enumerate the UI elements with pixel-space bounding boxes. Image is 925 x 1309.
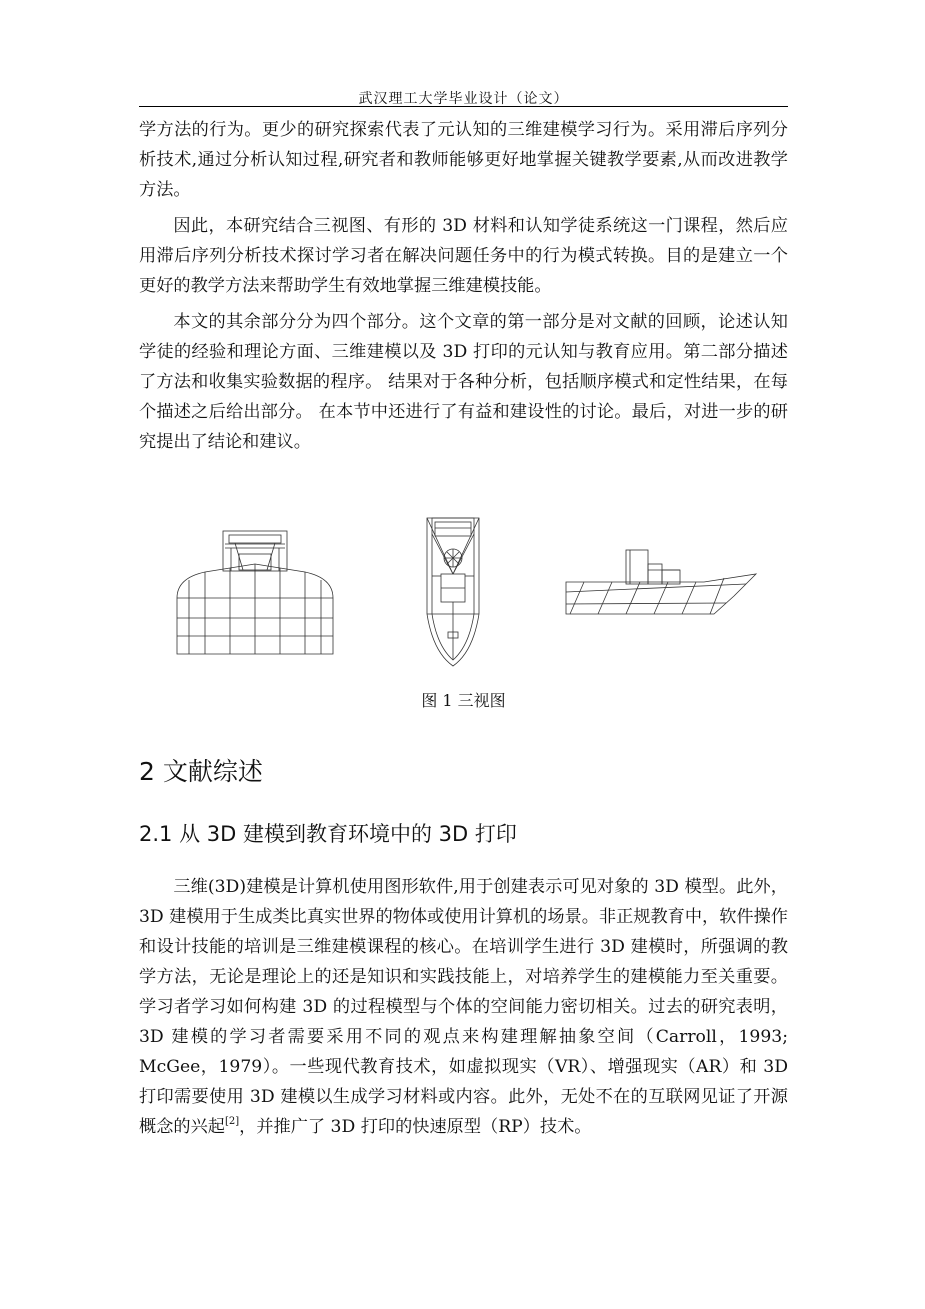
paragraph-3: 本文的其余部分分为四个部分。这个文章的第一部分是对文献的回顾，论述认知学徒的经验和理论方面、三维建模以及 3D 打印的元认知与教育应用。第二部分描述了方法和收集实验数据的程序。 结果对于各种分析，包括顺序模式和定性结果，在每个描述之后给出部分。 在本节中还进行了有益和建设性的讨论。最后，对进一步的研究提出了结论和建议。 — [139, 312, 788, 452]
header-rule — [139, 106, 788, 107]
figure-caption: 图 1 三视图 — [421, 691, 506, 710]
boat-side-view — [564, 548, 759, 618]
three-view-figure — [139, 510, 788, 670]
subsection-heading: 2.1 从 3D 建模到教育环境中的 3D 打印 — [139, 822, 517, 846]
boat-front-view — [175, 530, 335, 655]
page-header: 武汉理工大学毕业设计（论文） — [358, 91, 569, 107]
paragraph-1: 学方法的行为。更少的研究探索代表了元认知的三维建模学习行为。采用滞后序列分析技术,通过分析认知过程,研究者和教师能够更好地掌握关键教学要素,从而改进教学方法。 — [139, 120, 788, 200]
boat-top-view — [423, 514, 483, 668]
paragraph-4-tail: ，并推广了 3D 打印的快速原型（RP）技术。 — [239, 1117, 592, 1137]
section-heading: 2 文献综述 — [139, 757, 263, 786]
paragraph-4-main: 三维(3D)建模是计算机使用图形软件,用于创建表示可见对象的 3D 模型。此外，3D 建模用于生成类比真实世界的物体或使用计算机的场景。非正规教育中，软件操作和设计技能的培训是三维建模课程的核心。在培训学生进行 3D 建模时，所强调的教学方法，无论是理论上的还是知识和实践技能上，对培养学生的建模能力至关重要。学习者学习如何构建 3D 的过程模型与个体的空间能力密切相关。过去的研究表明，3D 建模的学习者需要采用不同的观点来构建理解抽象空间（Carroll，1993; McGee，1979）。一些现代教育技术，如虚拟现实（VR）、增强现实（AR）和 3D 打印需要使用 3D 建模以生成学习材料或内容。此外，无处不在的互联网见证了开源概念的兴起 — [139, 877, 788, 1137]
paragraph-2: 因此，本研究结合三视图、有形的 3D 材料和认知学徒系统这一门课程，然后应用滞后序列分析技术探讨学习者在解决问题任务中的行为模式转换。目的是建立一个更好的教学方法来帮助学生有效地掌握三维建模技能。 — [139, 216, 788, 296]
paragraph-4 — [139, 872, 788, 1142]
citation-ref[interactable]: [2] — [224, 1116, 240, 1127]
